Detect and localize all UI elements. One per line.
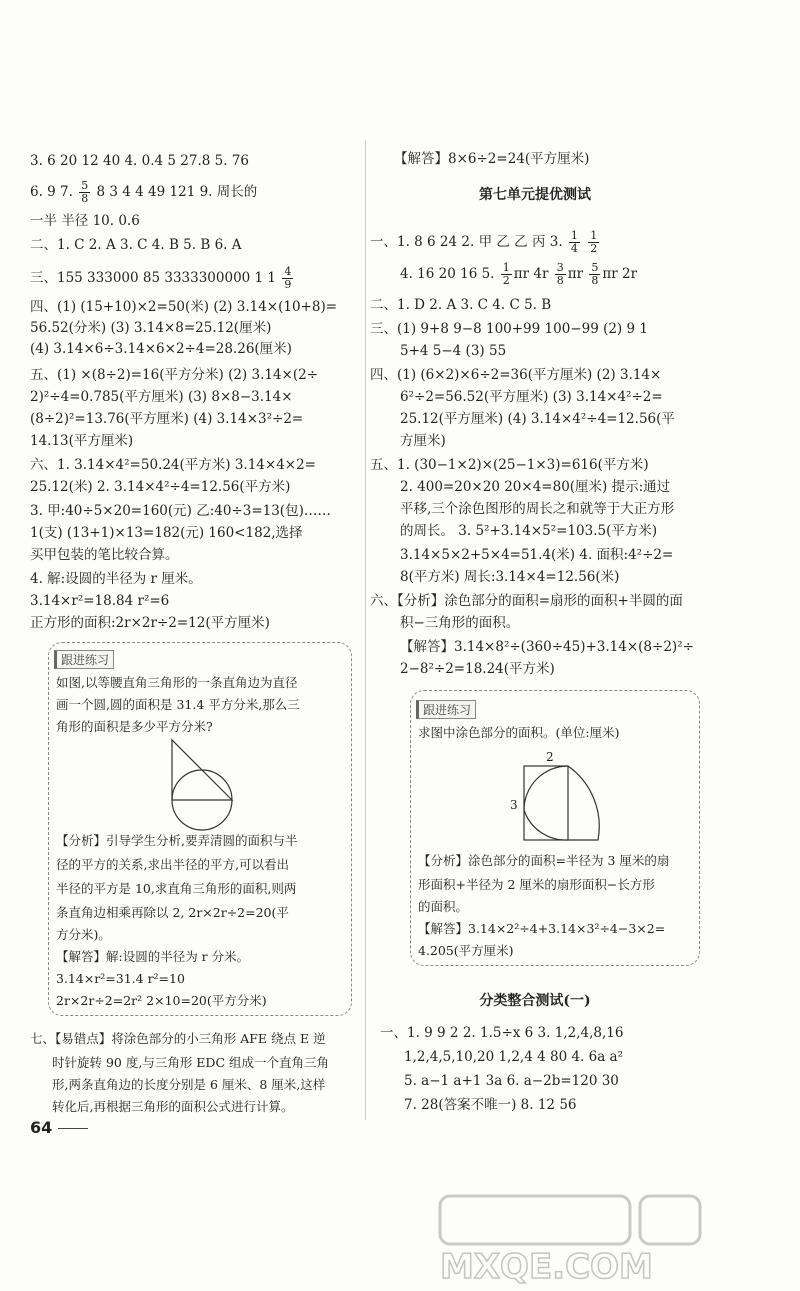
answer-line: 3.14×r²=18.84 r²=6	[30, 593, 170, 609]
practice-text: 方分米)。	[56, 927, 111, 942]
answer-line: 2)²÷4=0.785(平方厘米) (3) 8×8−3.14×	[30, 389, 293, 405]
practice-text: 如图,以等腰直角三角形的一条直角边为直径	[56, 675, 298, 690]
answer-line: 积−三角形的面积。	[400, 615, 520, 631]
sector-figure	[520, 762, 600, 844]
answer-line: 4. 解:设圆的半径为 r 厘米。	[30, 571, 202, 587]
watermark-logo	[420, 1190, 780, 1285]
answer-line: 形,两条直角边的长度分别是 6 厘米、8 厘米,这样	[52, 1077, 326, 1092]
triangle-circle-figure	[160, 738, 260, 833]
practice-text: 画一个圆,圆的面积是 31.4 平方分米,那么三	[56, 697, 300, 712]
practice-text: 【分析】涂色部分的面积=半径为 3 厘米的扇	[418, 853, 670, 868]
answer-line: 四、(1) (6×2)×6÷2=36(平方厘米) (2) 3.14×	[370, 367, 662, 383]
figure-label: 2	[546, 750, 554, 764]
answer-line: 六、【分析】涂色部分的面积=扇形的面积+半圆的面	[370, 593, 683, 609]
answer-line: 一半 半径 10. 0.6	[30, 213, 140, 229]
answer-line: 正方形的面积:2r×2r÷2=12(平方厘米)	[30, 615, 270, 631]
answer-line	[400, 262, 637, 287]
fraction: $\frac{1}{2}$	[502, 261, 510, 287]
answer-line: 2−8²÷2=18.24(平方米)	[400, 661, 555, 677]
answer-line: 七、【易错点】将涂色部分的小三角形 AFE 绕点 E 逆	[30, 1031, 326, 1046]
fraction: $\frac{1}{4}$	[570, 229, 578, 255]
practice-text: 4.205(平方厘米)	[418, 943, 514, 958]
fraction: $\frac{3}{8}$	[556, 261, 564, 287]
answer-line: 56.52(分米) (3) 3.14×8=25.12(厘米)	[30, 320, 272, 336]
answer-line: 3.14×5×2+5×4=51.4(米) 4. 面积:4²÷2=	[400, 547, 674, 563]
answer-line: 2. 400=20×20 20×4=80(厘米) 提示:通过	[400, 479, 671, 495]
answer-line: 1(支) (13+1)×13=182(元) 160<182,选择	[30, 525, 303, 541]
answer-line: 一、1. 9 9 2 2. 1.5÷x 6 3. 1,2,4,8,16	[380, 1025, 624, 1041]
practice-text: 形面积+半径为 2 厘米的扇形面积−长方形	[418, 877, 655, 892]
page-number-rule	[58, 1128, 88, 1129]
answer-text: 8 3 4 4 49 121 9. 周长的	[96, 184, 258, 200]
svg-text:MXQE.COM: MXQE.COM	[440, 1247, 653, 1285]
answer-text: 一、1. 8 6 24 2. 甲 乙 乙 丙 3.	[370, 234, 563, 250]
answer-line: 25.12(平方厘米) (4) 3.14×4²÷4=12.56(平	[400, 411, 675, 427]
answer-line: 二、1. D 2. A 3. C 4. C 5. B	[370, 297, 552, 313]
practice-text: 【分析】引导学生分析,要弄清圆的面积与半	[56, 833, 298, 848]
practice-text: 2r×2r÷2=2r² 2×10=20(平方分米)	[56, 993, 267, 1008]
answer-line: 【解答】3.14×8²÷(360÷45)+3.14×(8÷2)²÷	[400, 639, 694, 655]
answer-line: 8(平方米) 周长:3.14×4=12.56(米)	[400, 569, 620, 585]
answer-line	[30, 180, 257, 205]
answer-line: 3. 甲:40÷5×20=160(元) 乙:40÷3=13(包)……	[30, 503, 331, 519]
column-divider	[365, 140, 366, 1120]
fraction: $\frac{1}{2}$	[590, 229, 598, 255]
answer-line: 3. 6 20 12 40 4. 0.4 5 27.8 5. 76	[30, 153, 249, 169]
section-title: 第七单元提优测试	[479, 187, 591, 203]
answer-line: 14.13(平方厘米)	[30, 433, 134, 449]
answer-line: 四、(1) (15+10)×2=50(米) (2) 3.14×(10+8)=	[30, 299, 338, 315]
answer-line: 五、(1) ×(8÷2)=16(平方分米) (2) 3.14×(2÷	[30, 367, 319, 383]
practice-text: 半径的平方是 10,求直角三角形的面积,则两	[56, 881, 297, 896]
practice-tag: 跟进练习	[416, 700, 476, 719]
practice-text: 求图中涂色部分的面积。(单位:厘米)	[418, 725, 620, 740]
answer-line: 五、1. (30−1×2)×(25−1×3)=616(平方米)	[370, 457, 649, 473]
practice-text: 角形的面积是多少平方分米?	[56, 719, 213, 734]
answer-text: πr	[567, 266, 584, 282]
practice-text: 【解答】解:设圆的半径为 r 分米。	[56, 949, 250, 964]
answer-line: 时针旋转 90 度,与三角形 EDC 组成一个直角三角	[52, 1055, 329, 1070]
section-title: 分类整合测试(一)	[479, 993, 591, 1009]
answer-line: 买甲包装的笔比较合算。	[30, 547, 179, 563]
answer-line: 25.12(米) 2. 3.14×4²÷4=12.56(平方米)	[30, 479, 291, 495]
answer-line: 6²÷2=56.52(平方厘米) (3) 3.14×4²÷2=	[400, 389, 663, 405]
watermark-icon	[420, 1190, 780, 1285]
answer-text: 4. 16 20 16 5.	[400, 266, 495, 282]
answer-line: 三、(1) 9+8 9−8 100+99 100−99 (2) 9 1	[370, 321, 648, 337]
figure-label: 3	[510, 798, 518, 812]
answer-line: 方厘米)	[400, 433, 446, 449]
practice-text: 【解答】3.14×2²÷4+3.14×3²÷4−3×2=	[418, 921, 666, 936]
answer-line: 六、1. 3.14×4²=50.24(平方米) 3.14×4×2=	[30, 457, 316, 473]
fraction: $\frac{5}{8}$	[81, 179, 89, 205]
practice-tag: 跟进练习	[54, 650, 114, 669]
answer-line: 平移,三个涂色图形的周长之和就等于大正方形	[400, 501, 675, 517]
answer-line: 5. a−1 a+1 3a 6. a−2b=120 30	[404, 1073, 619, 1089]
answer-line: (8÷2)²=13.76(平方厘米) (4) 3.14×3²÷2=	[30, 411, 304, 427]
answer-line: 转化后,再根据三角形的面积公式进行计算。	[52, 1099, 294, 1114]
fraction: $\frac{4}{9}$	[284, 265, 292, 291]
answer-line: (4) 3.14×6÷3.14×6×2÷4=28.26(厘米)	[30, 341, 292, 357]
answer-line: 1,2,4,5,10,20 1,2,4 4 80 4. 6a a²	[404, 1049, 624, 1065]
answer-line: 的周长。 3. 5²+3.14×5²=103.5(平方米)	[400, 523, 658, 539]
answer-text: πr 2r	[602, 266, 638, 282]
answer-line: 5+4 5−4 (3) 55	[400, 343, 507, 359]
answer-line	[30, 266, 295, 291]
practice-text: 径的平方的关系,求出半径的平方,可以看出	[56, 857, 289, 872]
practice-text: 条直角边相乘再除以 2, 2r×2r÷2=20(平	[56, 905, 289, 920]
answer-text: 6. 9 7.	[30, 184, 73, 200]
answer-line: 二、1. C 2. A 3. C 4. B 5. B 6. A	[30, 237, 242, 253]
answer-line: 7. 28(答案不唯一) 8. 12 56	[404, 1097, 577, 1113]
answer-text: πr 4r	[513, 266, 549, 282]
answer-line: 【解答】8×6÷2=24(平方厘米)	[394, 151, 590, 167]
practice-text: 3.14×r²=31.4 r²=10	[56, 971, 185, 986]
answer-text: 三、155 333000 85 3333300000 1 1	[30, 270, 277, 286]
page-number: 64	[30, 1118, 53, 1137]
answer-line	[370, 230, 601, 255]
practice-text: 的面积。	[418, 899, 469, 914]
fraction: $\frac{5}{8}$	[591, 261, 599, 287]
